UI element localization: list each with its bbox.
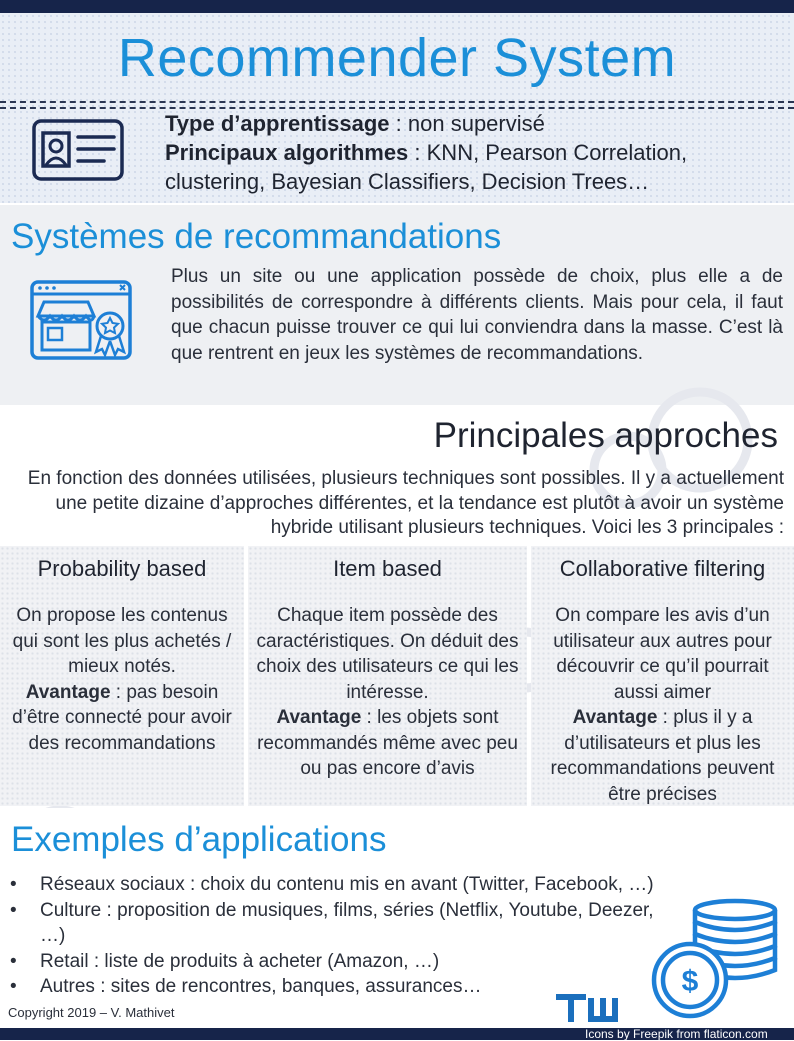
- list-item-text: Réseaux sociaux : choix du contenu mis en avant (Twitter, Facebook, …): [40, 874, 654, 895]
- approach-card-title: Probability based: [37, 556, 207, 581]
- copyright: Copyright 2019 – V. Mathivet: [8, 1005, 175, 1020]
- approaches-intro: En fonction des données utilisées, plusieurs techniques sont possibles. Il y a actuellement une petite dizaine d’approches différentes, et la tendance est plutôt à avoir un système hybride utilisant plusieurs techniques. Voici les 3 principales :: [27, 468, 784, 538]
- page-title: Recommender System: [117, 28, 677, 88]
- systems-description: Plus un site ou une application possède de choix, plus elle a de possibilités de correspondre à différents clients. Mais pour cela, il faut que chacun puisse trouver ce qui lui conviendra dans la masse. C’est là que rentrent en jeux les systèmes de recommandations.: [171, 266, 783, 364]
- approach-card-advantage: [539, 705, 786, 807]
- advantage-text: : les objets sont recommandés même avec peu ou pas encore d’avis: [257, 707, 518, 779]
- systems-title: Systèmes de recommandations: [11, 217, 502, 256]
- top-bar: [0, 0, 794, 13]
- approach-card-description: On compare les avis d’un utilisateur aux autres pour découvrir ce qu’il pourrait aussi aimer: [553, 605, 772, 703]
- advantage-label: Avantage: [25, 681, 111, 703]
- bullet: •: [10, 874, 17, 895]
- examples-list: [10, 872, 660, 1000]
- icon-credits: Icons by Freepik from flaticon.com: [585, 1027, 768, 1041]
- examples-title: Exemples d’applications: [11, 820, 387, 859]
- approach-card-probability: [0, 546, 244, 806]
- systems-section: [0, 205, 794, 405]
- bullet: •: [10, 976, 17, 997]
- bullet: •: [10, 950, 17, 972]
- summary-text: [165, 109, 765, 196]
- online-shop-icon: [30, 280, 132, 360]
- approach-card-advantage: [8, 680, 236, 757]
- approach-card-description: On propose les contenus qui sont les plus achetés / mieux notés.: [12, 605, 232, 677]
- approaches-title: Principales approches: [433, 416, 778, 455]
- algorithms-value: : KNN, Pearson Correlation, clustering, Bayesian Classifiers, Decision Trees…: [165, 140, 688, 194]
- approach-card-item: [248, 546, 527, 806]
- advantage-label: Avantage: [572, 707, 658, 728]
- list-item: [10, 872, 660, 898]
- approach-card-title: Item based: [333, 556, 442, 581]
- bullet: •: [10, 899, 17, 921]
- approach-card-advantage: [256, 705, 519, 782]
- learning-type-value: : non supervisé: [389, 111, 545, 136]
- coins-icon: [650, 898, 785, 1023]
- advantage-text: : plus il y a d’utilisateurs et plus les recommandations peuvent être précises: [550, 707, 775, 805]
- list-item-text: Autres : sites de rencontres, banques, assurances…: [40, 976, 482, 997]
- list-item: [10, 898, 660, 949]
- advantage-text: : pas besoin d’être connecté pour avoir des recommandations: [12, 681, 232, 754]
- algorithms-label: Principaux algorithmes: [165, 140, 409, 165]
- approach-card-collaborative: [531, 546, 794, 806]
- tw-logo: [554, 990, 634, 1024]
- approach-card-title: Collaborative filtering: [559, 556, 766, 581]
- list-item-text: Retail : liste de produits à acheter (Amazon, …): [40, 950, 440, 972]
- list-item: [10, 949, 660, 975]
- title-divider: [0, 101, 794, 103]
- approach-card-description: Chaque item possède des caractéristiques. On déduit des choix des utilisateurs ce qui les intéresse.: [256, 605, 519, 703]
- learning-type-label: Type d’apprentissage: [165, 111, 390, 136]
- header-section: [0, 13, 794, 203]
- id-card-icon: [32, 119, 124, 181]
- list-item-text: Culture : proposition de musiques, films, séries (Netflix, Youtube, Deezer, …): [40, 899, 654, 946]
- svg-text:$: $: [681, 965, 699, 998]
- advantage-label: Avantage: [276, 707, 362, 728]
